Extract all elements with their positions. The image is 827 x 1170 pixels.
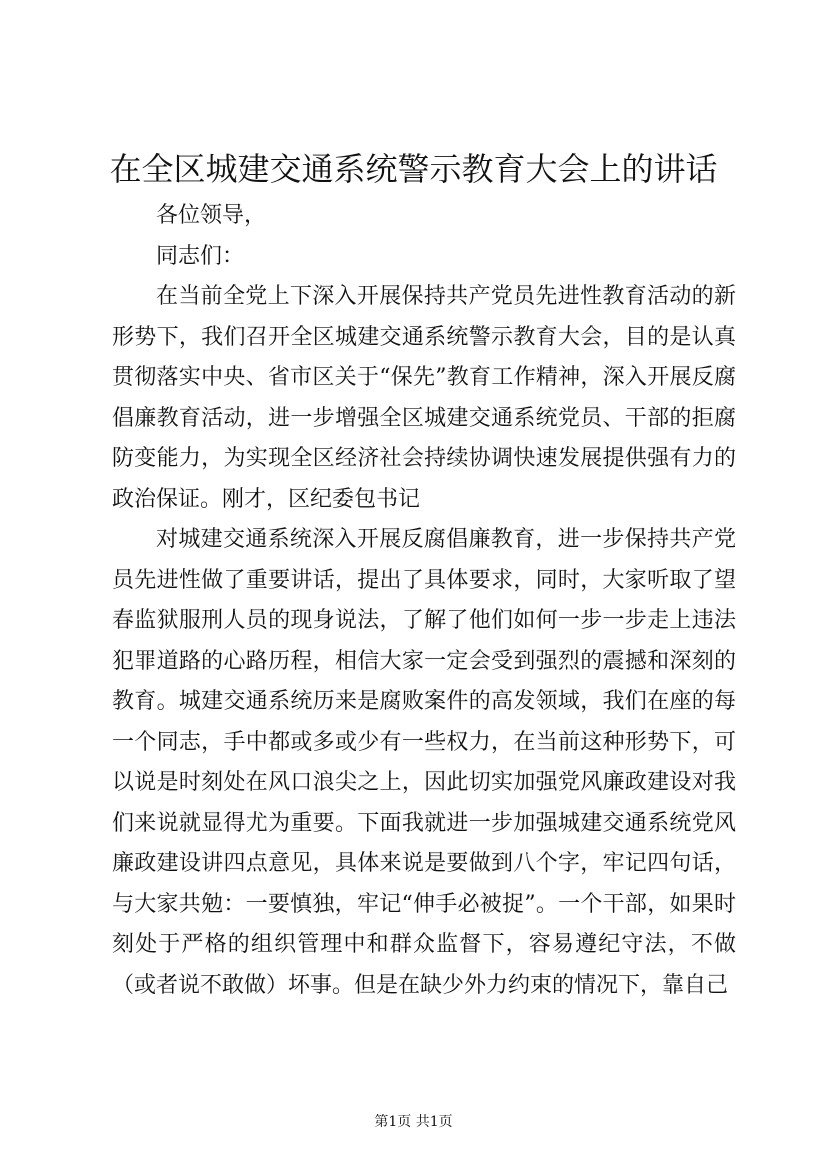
document-body xyxy=(112,196,736,1006)
salutation-comrades: 同志们： xyxy=(156,243,245,269)
document-title: 在全区城建交通系统警示教育大会上的讲话 xyxy=(109,150,718,188)
page-number-footer: 第1页 共1页 xyxy=(374,1114,453,1130)
body-paragraph: 在当前全党上下深入开展保持共产党员先进性教育活动的新形势下，我们召开全区城建交通系统警示教育大会，目的是认真贯彻落实中央、省市区关于“保先”教育工作精神，深入开展反腐倡廉教育活动，进一步增强全区城建交通系统党员、干部的拒腐防变能力，为实现全区经济社会持续协调快速发展提供强有力的政治保证。刚才，区纪委包书记 xyxy=(112,284,736,512)
body-paragraph: 对城建交通系统深入开展反腐倡廉教育，进一步保持共产党员先进性做了重要讲话，提出了具体要求，同时，大家听取了望春监狱服刑人员的现身说法，了解了他们如何一步一步走上违法犯罪道路的心路历程，相信大家一定会受到强烈的震撼和深刻的教育。城建交通系统历来是腐败案件的高发领域，我们在座的每一个同志，手中都或多或少有一些权力，在当前这种形势下，可以说是时刻处在风口浪尖之上，因此切实加强党风廉政建设对我们来说就显得尤为重要。下面我就进一步加强城建交通系统党风廉政建设讲四点意见，具体来说是要做到八个字，牢记四句话，与大家共勉：一要慎独，牢记“伸手必被捉”。一个干部，如果时刻处于严格的组织管理中和群众监督下，容易遵纪守法，不做（或者说不敢做）坏事。但是在缺少外力约束的情况下，靠自己 xyxy=(112,527,736,998)
salutation-leaders: 各位领导， xyxy=(156,203,267,228)
